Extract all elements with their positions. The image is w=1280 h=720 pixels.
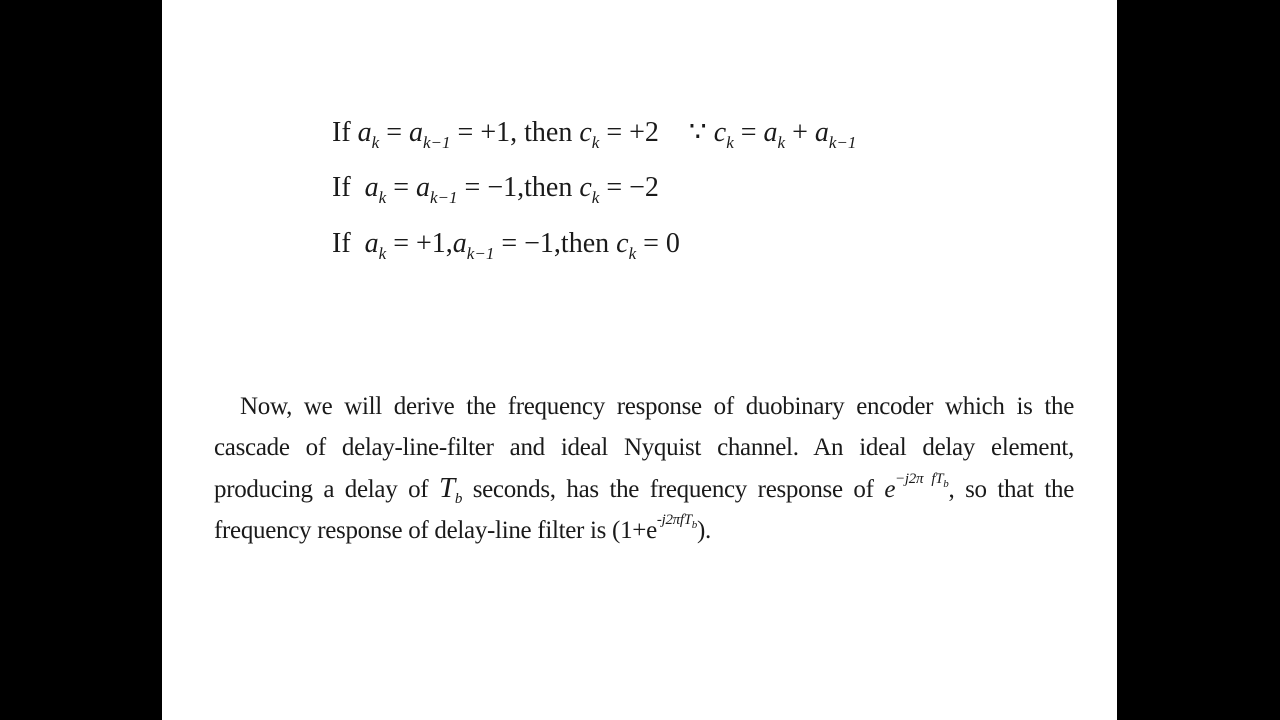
slide xyxy=(162,0,1117,720)
eq-sub-k: k xyxy=(591,133,600,152)
eq-var-a: a xyxy=(763,117,778,148)
equation-line-2 xyxy=(332,171,659,205)
exponent-sub-b: b xyxy=(691,519,697,531)
eq-sub-k: k xyxy=(378,244,387,263)
equation-line-3 xyxy=(332,227,680,261)
eq-var-c: c xyxy=(579,117,592,148)
eq-var-a: a xyxy=(452,228,467,259)
paragraph-text: ). xyxy=(696,517,711,544)
eq-var-a: a xyxy=(357,117,372,148)
eq-var-c: c xyxy=(579,172,592,203)
eq-sub-k: k xyxy=(591,188,600,207)
var-T: T xyxy=(439,472,455,504)
because-symbol: ∵ xyxy=(688,117,707,148)
exponent: -j2πfT xyxy=(656,512,692,528)
eq-var-c: c xyxy=(713,117,727,148)
eq-if: If xyxy=(332,228,351,259)
eq-then: then xyxy=(560,228,617,259)
eq-var-a: a xyxy=(364,228,379,259)
eq-var-a: a xyxy=(364,172,379,203)
eq-text: = −1, xyxy=(494,228,561,259)
eq-text: = xyxy=(733,117,764,148)
eq-var-a: a xyxy=(814,117,829,148)
eq-var-a: a xyxy=(409,117,423,148)
eq-sub-k-minus-1: k−1 xyxy=(466,244,495,263)
paragraph-text: Now, we will derive the frequency response of duobinary encoder which is the cascade of delay-line-filter and ideal Nyquist channel. An ideal delay element, producing a delay of xyxy=(214,393,1074,503)
eq-sub-k: k xyxy=(628,244,637,263)
eq-if: If xyxy=(332,117,351,148)
eq-text: = −1, xyxy=(457,172,525,203)
eq-text: = xyxy=(386,172,416,203)
paragraph-text: , so that the frequency response of delay-line filter is (1+e xyxy=(214,476,1075,544)
eq-sub-k-minus-1: k−1 xyxy=(828,133,857,152)
eq-sub-k-minus-1: k−1 xyxy=(423,133,451,152)
eq-text: = 0 xyxy=(636,228,680,259)
paragraph-text: seconds, has the frequency response of xyxy=(462,476,885,503)
eq-sub-k: k xyxy=(371,133,380,152)
eq-text: + xyxy=(785,117,815,148)
eq-text: = −2 xyxy=(599,172,659,203)
eq-var-c: c xyxy=(616,228,629,259)
eq-text: = +1, xyxy=(450,117,518,148)
exponent-sub-b: b xyxy=(943,478,949,490)
exponent: −j2π fT xyxy=(895,471,944,487)
eq-then: then xyxy=(524,172,580,203)
eq-sub-k: k xyxy=(777,133,786,152)
eq-sub-k-minus-1: k−1 xyxy=(430,188,458,207)
eq-text: = +2 xyxy=(599,117,659,148)
eq-then: then xyxy=(517,117,580,148)
var-e: e xyxy=(884,476,896,503)
eq-sub-k: k xyxy=(378,188,387,207)
body-paragraph xyxy=(214,386,1074,551)
eq-if: If xyxy=(332,172,351,203)
eq-var-a: a xyxy=(416,172,430,203)
equation-line-1 xyxy=(332,116,856,150)
eq-text: = xyxy=(379,117,409,148)
sub-b: b xyxy=(454,491,463,507)
eq-text: = +1, xyxy=(386,228,453,259)
eq-sub-k: k xyxy=(726,133,734,152)
